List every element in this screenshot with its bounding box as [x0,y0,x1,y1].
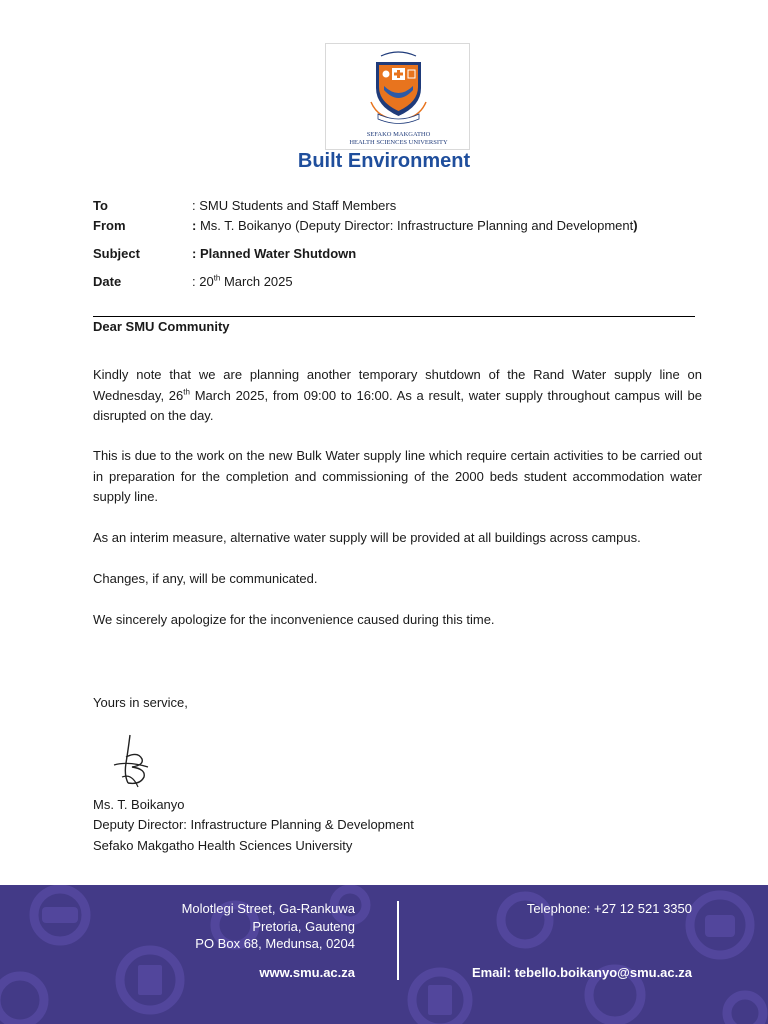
memo-date-prefix: : 20 [192,274,214,289]
memo-from-label: From [93,218,126,233]
signatory-name: Ms. T. Boikanyo [93,797,185,812]
body-paragraph-2: This is due to the work on the new Bulk Water supply line which require certain activities to be carried out in preparation for the completion and commissioning of the 2000 beds student accommodation water supply line. [93,448,702,504]
body-paragraph-5: We sincerely apologize for the inconvenience caused during this time. [93,612,495,627]
closing: Yours in service, [93,695,188,710]
university-logo [325,43,470,150]
memo-subject-label: Subject [93,246,140,261]
memo-to-label: To [93,198,108,213]
memo-date-label: Date [93,274,122,289]
memo-date-value [192,274,293,290]
memo-from-value: Ms. T. Boikanyo (Deputy Director: Infrastructure Planning and Development [199,218,634,233]
page-heading: Built Environment [297,150,471,172]
footer-telephone: Telephone: +27 12 521 3350 [526,901,692,916]
logo-name-line2: HEALTH SCIENCES UNIVERSITY [349,139,448,146]
memo-subject-value: : Planned Water Shutdown [192,246,357,261]
footer-address-line2: Pretoria, Gauteng [252,919,355,934]
footer-website-link[interactable]: www.smu.ac.za [259,965,355,980]
memo-date-suffix: March 2025 [220,274,293,289]
salutation: Dear SMU Community [93,319,230,334]
body-p1-part2: March 2025, from 09:00 to 16:00. As a result, water supply throughout campus will be disrupted on the day. [93,387,702,423]
body-p1-part1: Kindly note that we are planning another temporary shutdown of the Rand Water supply line on Wednesday, 26 [93,367,702,403]
memo-from-value-wrap [192,218,638,234]
body-paragraph-1 [93,365,702,427]
handwritten-signature [108,733,158,791]
signatory-title: Deputy Director: Infrastructure Planning & Development [93,817,414,832]
body-p1-sup: th [183,387,190,397]
footer-address-line3: PO Box 68, Medunsa, 0204 [195,936,355,951]
signatory-institution: Sefako Makgatho Health Sciences University [93,838,353,853]
body-paragraph-4: Changes, if any, will be communicated. [93,571,318,586]
logo-name-line1: SEFAKO MAKGATHO [366,131,431,138]
footer-divider [397,901,399,980]
footer-address-line1: Molotlegi Street, Ga-Rankuwa [181,901,355,916]
memo-from-suffix: ) [633,218,638,233]
memo-date-sup: th [213,273,221,283]
footer-email-link[interactable]: Email: tebello.boikanyo@smu.ac.za [471,965,692,980]
header-divider [93,316,695,317]
footer [0,885,768,1024]
memo-from-prefix: : [192,218,200,233]
memo-to-value: : SMU Students and Staff Members [192,198,397,213]
body-paragraph-3: As an interim measure, alternative water supply will be provided at all buildings across campus. [93,530,641,545]
